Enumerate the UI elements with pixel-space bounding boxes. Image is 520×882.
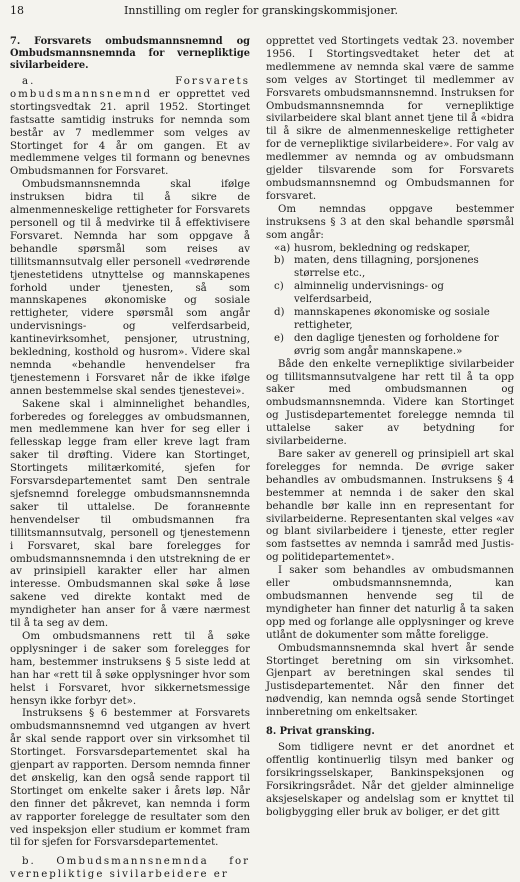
right-column <box>266 36 514 819</box>
list-item: c) alminnelig undervisnings- og velferdsarbeid, <box>274 281 444 306</box>
paragraph: Ombudsmannsnemnda skal hvert år sende Stortinget beretning om sin virksomhet. Gjenpart av beretningen skal sendes til Justisdepartementet. Når den finner det nødvendig, kan nemnda også sende Stortinget innberetning om enkeltsaker. <box>266 642 514 719</box>
paragraph-a-text: er opprettet ved stortingsvedtak 21. april 1952. Stortinget fastsatte samtidig instruks for nemnda som består av 7 medlemmer som velges av Stortinget for 4 år om gangen. Et av medlemmene velges til formann og benevnes Ombudsmannen for Forsvaret. <box>10 88 250 178</box>
left-column <box>10 36 250 882</box>
running-title: Innstilling om regler for granskingskommisjoner. <box>124 4 398 17</box>
list-item: d) mannskapenes økonomiske og sosiale rettigheter, <box>274 307 490 331</box>
paragraph: Bare saker av generell og prinsipiell art skal forelegges for nemnda. De øvrige saker behandles av ombudsmannen. Instruksens § 4 bestemmer at nemnda i de saker den skal behandle bør kalle inn en representant for sivilarbeiderne. Representanten skal velges «av og blant sivilarbeidere i tjeneste, etter regler som fastsettes av nemnda i samråd med Justis- og politidepartementet». <box>266 449 514 564</box>
paragraph: opprettet ved Stortingets vedtak 23. november 1956. I Stortingsvedtaket heter det at medlemmene av nemnda skal være de samme som velges av Stortinget til medlemmer av Forsvarets ombudsmannsnemnd. Instruksen for Ombudsmannsnemnda for vernepliktige sivilarbeidere skal blant annet tjene til å «bidra til å sikre de almenmenneskelige rettigheter for de vernepliktige sivilarbeidere». For valg av medlemmer av nemnda og av ombudsmann gjelder tilsvarende som for Forsvarets ombudsmannsnemnd og Ombudsmannen for forsvaret. <box>266 36 514 202</box>
duties-list <box>266 243 514 359</box>
list-item: «a) husrom, bekledning og redskaper, <box>274 242 471 254</box>
paragraph: I saker som behandles av ombudsmannen eller ombudsmannsnemnda, kan ombudsmannen henvende seg til de myndigheter han finner det naturlig å ta saken opp med og forlange alle opplysninger og kreve utlånt de dokumenter som måtte foreligge. <box>266 565 514 641</box>
section-heading-7: 7. Forsvarets ombudsmannsnemnd og Ombudsmannsnemnda for vernepliktige sivilarbeidere. <box>10 36 250 71</box>
section-heading-8: 8. Privat gransking. <box>266 726 375 738</box>
page-header <box>10 4 512 22</box>
list-item: b) maten, dens tillagning, porsjonenes størrelse etc., <box>274 255 479 280</box>
paragraph-a <box>10 76 250 179</box>
subsection-b-label: b. Ombudsmannsnemnda for vernepliktige sivilarbeidere er <box>10 856 250 881</box>
paragraph: Om nemndas oppgave bestemmer instruksens § 3 at den skal behandle spørsmål som angår: <box>266 203 514 241</box>
paragraph: Ombudsmannsnemnda skal ifølge instruksen bidra til å sikre de almenmenneskelige rettigheter for Forsvarets personell og til å medvirke til å effektivisere Forsvaret. Nemnda har som oppgave å behandle spørsmål som reises av tillitsmannsutvalg eller personell «vedrørende tjenestetidens utnyttelse og mannskapenes forhold under tjenesten, så som mannskapenes økonomiske og sosiale rettigheter, videre spørsmål som angår undervisnings- og velferdsarbeid, kantinevirksomhet, pensjoner, utrustning, bekledning, kosthold og husrom». Videre skal nemnda «behandle henvendelser fra tjenestemenn i Forsvaret når de ikke ifølge annen bestemmelse skal sendes tjenestevei». <box>10 179 250 397</box>
page-number: 18 <box>10 4 24 17</box>
paragraph: Som tidligere nevnt er det anordnet et offentlig kontinuerlig tilsyn med banker og forsikringsselskaper, Bankinspeksjonen og Forsikringsrådet. Når det gjelder alminnelige aksjeselskaper og andelslag som er knyttet til boligbygging eller bruk av boliger, er det gitt <box>266 742 514 818</box>
paragraph: Instruksens § 6 bestemmer at Forsvarets ombudsmannsnemnd ved utgangen av hvert år skal sende rapport over sin virksomhet til Stortinget. Forsvarsdepartementet skal ha gjenpart av rapporten. Dersom nemnda finner det ønskelig, kan den også sende rapport til Stortinget om enkelte saker i årets løp. Når den finner det påkrevet, kan nemnda i form av rapporter forelegge de resultater som den ved inspeksjon eller studium er kommet fram til for sjefen for Forsvarsdepartementet. <box>10 708 250 849</box>
list-item: e) den daglige tjenesten og forholdene for øvrig som angår mannskapene.» <box>274 332 499 357</box>
paragraph: Både den enkelte vernepliktige sivilarbeider og tillitsmannsutvalgene har rett til å ta opp saker med ombudsmannen og ombudsmannsnemnda. Videre kan Stortinget og Justisdepartementet forelegge nemnda til uttalelse saker av betydning for sivilarbeiderne. <box>266 358 514 448</box>
paragraph: Sakene skal i alminnelighet behandles, forberedes og forelegges av ombudsmannen, men medlemmene kan hver for seg eller i fellesskap legge fram eller kreve lagt fram saker til drøfting. Videre kan Stortinget, Stortingets militærkomité, sjefen for Forsvarsdepartementet samt Den sentrale sjefsnemnd forelegge ombudsmannsnemnda saker til uttalelse. De foranневnte henvendelser til ombudsmannen fra tillitsmannsutvalg, personell og tjenestemenn i Forsvaret, skal bare forelegges for ombudsmannsnemnda i den utstrekning de er av prinsipiell karakter eller har almen interesse. Ombudsmannen skal søke å løse sakene ved direkte kontakt med de myndigheter han anser for å være nærmest til å ta seg av dem. <box>10 398 250 630</box>
paragraph: Om ombudsmannens rett til å søke opplysninger i de saker som forelegges for ham, bestemmer instruksens § 5 siste ledd at han har «rett til å søke opplysninger hvor som helst i Forsvaret, hvor sikkernetsmessige hensyn ikke forbyr det». <box>10 630 250 707</box>
subsection-a-label: a. Forsvarets ombudsmannsnemnd <box>10 76 250 100</box>
